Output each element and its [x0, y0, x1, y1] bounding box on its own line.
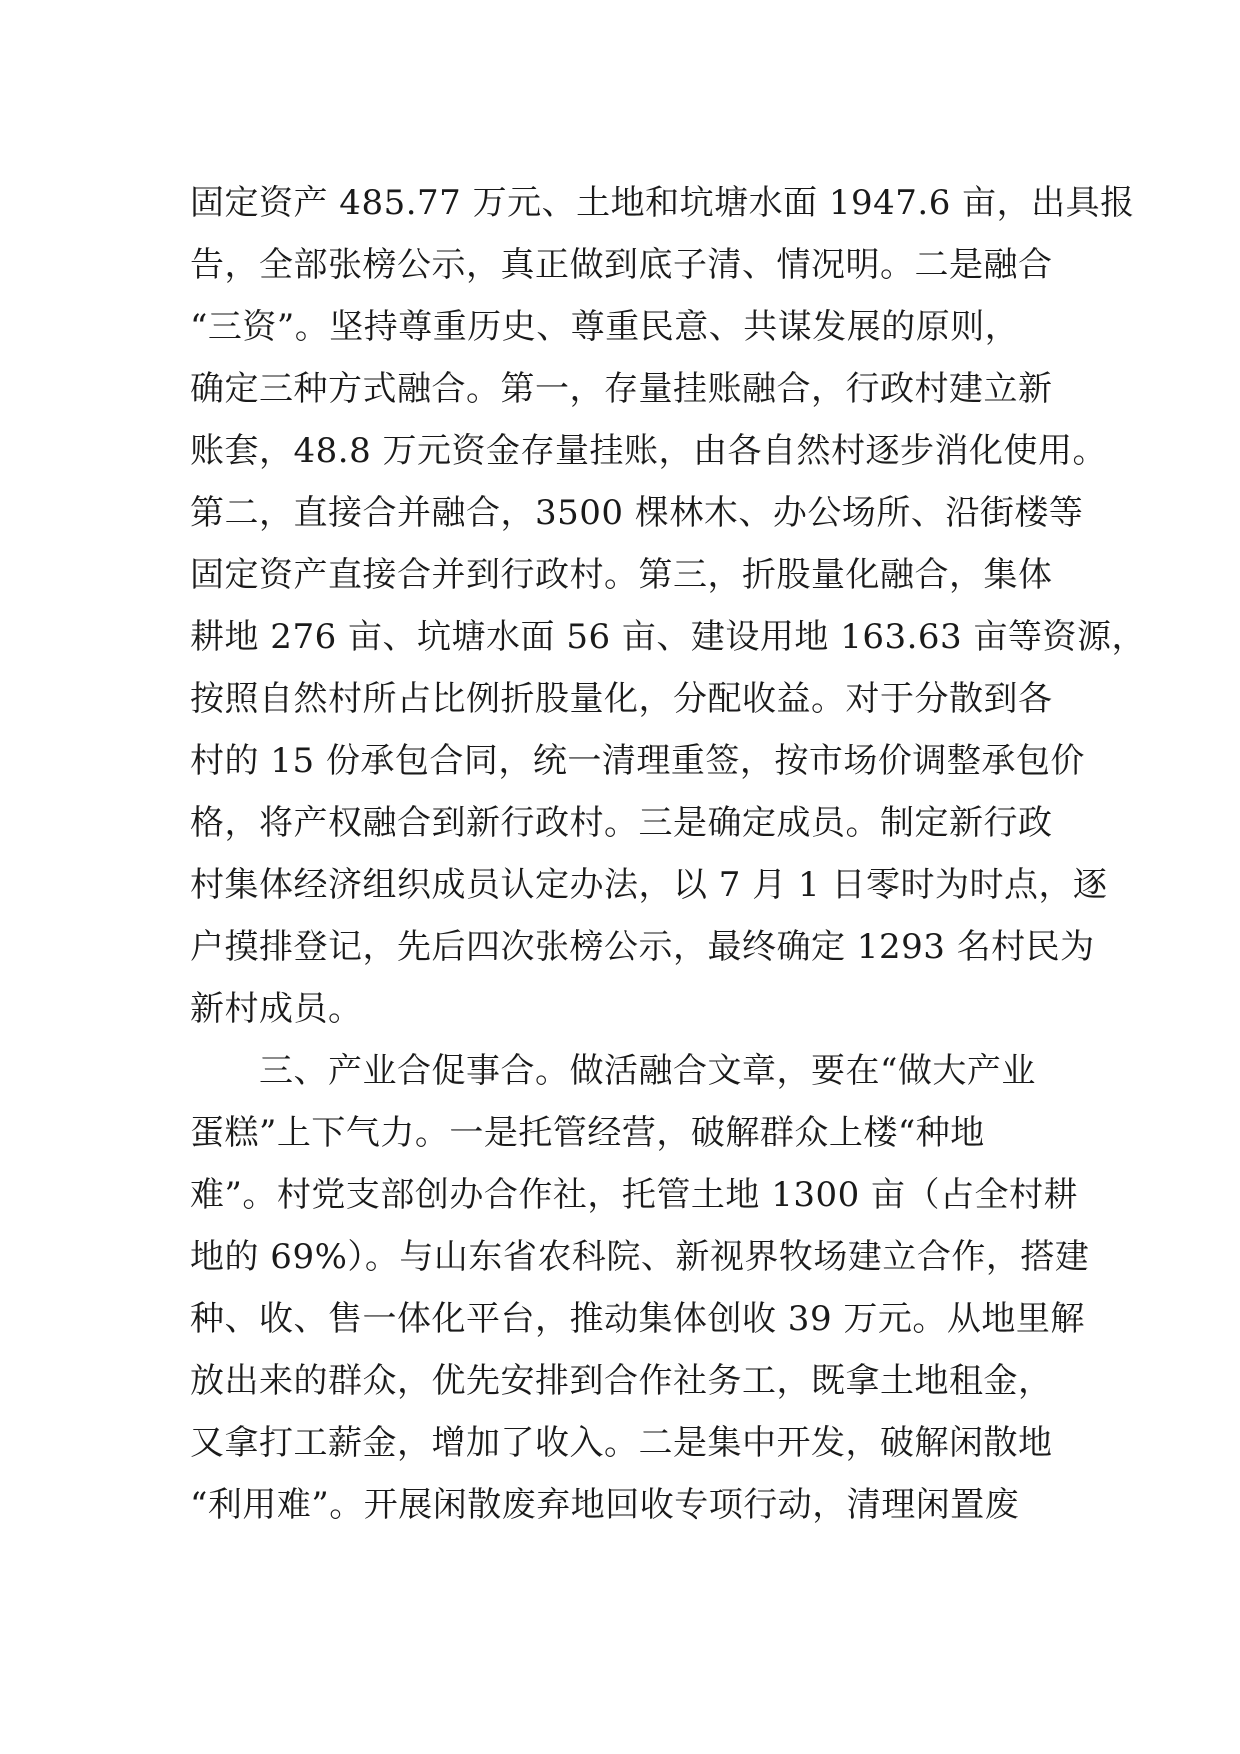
text-line: 固定资产 485.77 万元、土地和坑塘水面 1947.6 亩，出具报: [190, 183, 1135, 223]
text-line: 格，将产权融合到新行政村。三是确定成员。制定新行政: [190, 803, 1053, 843]
text-line: 蛋糕”上下气力。一是托管经营，破解群众上楼“种地: [190, 1113, 985, 1153]
text-line: 难”。村党支部创办合作社，托管土地 1300 亩（占全村耕: [190, 1175, 1079, 1215]
text-line: “利用难”。开展闲散废弃地回收专项行动，清理闲置废: [190, 1485, 1020, 1525]
text-line: 第二，直接合并融合，3500 棵林木、办公场所、沿街楼等: [190, 493, 1084, 533]
text-line: 户摸排登记，先后四次张榜公示，最终确定 1293 名村民为: [190, 927, 1095, 967]
text-line: 村集体经济组织成员认定办法，以 7 月 1 日零时为时点，逐: [190, 865, 1108, 905]
text-line: 地的 69%）。与山东省农科院、新视界牧场建立合作，搭建: [190, 1237, 1090, 1277]
text-line: 放出来的群众，优先安排到合作社务工，既拿土地租金，: [190, 1361, 1053, 1401]
document-body: [190, 172, 1146, 1536]
text-line: 耕地 276 亩、坑塘水面 56 亩、建设用地 163.63 亩等资源，: [190, 617, 1146, 657]
text-line: 账套，48.8 万元资金存量挂账，由各自然村逐步消化使用。: [190, 431, 1108, 471]
text-line: 固定资产直接合并到行政村。第三，折股量化融合，集体: [190, 555, 1053, 595]
text-line: 种、收、售一体化平台，推动集体创收 39 万元。从地里解: [190, 1299, 1085, 1339]
text-line: “三资”。坚持尊重历史、尊重民意、共谋发展的原则，: [190, 307, 1020, 347]
text-line: 新村成员。: [190, 989, 363, 1029]
section-heading-line: 三、产业合促事合。做活融合文章，要在“做大产业: [190, 1051, 1036, 1091]
text-line: 告，全部张榜公示，真正做到底子清、情况明。二是融合: [190, 245, 1053, 285]
text-line: 村的 15 份承包合同，统一清理重签，按市场价调整承包价: [190, 741, 1085, 781]
text-line: 又拿打工薪金，增加了收入。二是集中开发，破解闲散地: [190, 1423, 1053, 1463]
text-line: 按照自然村所占比例折股量化，分配收益。对于分散到各: [190, 679, 1053, 719]
text-line: 确定三种方式融合。第一，存量挂账融合，行政村建立新: [190, 369, 1053, 409]
